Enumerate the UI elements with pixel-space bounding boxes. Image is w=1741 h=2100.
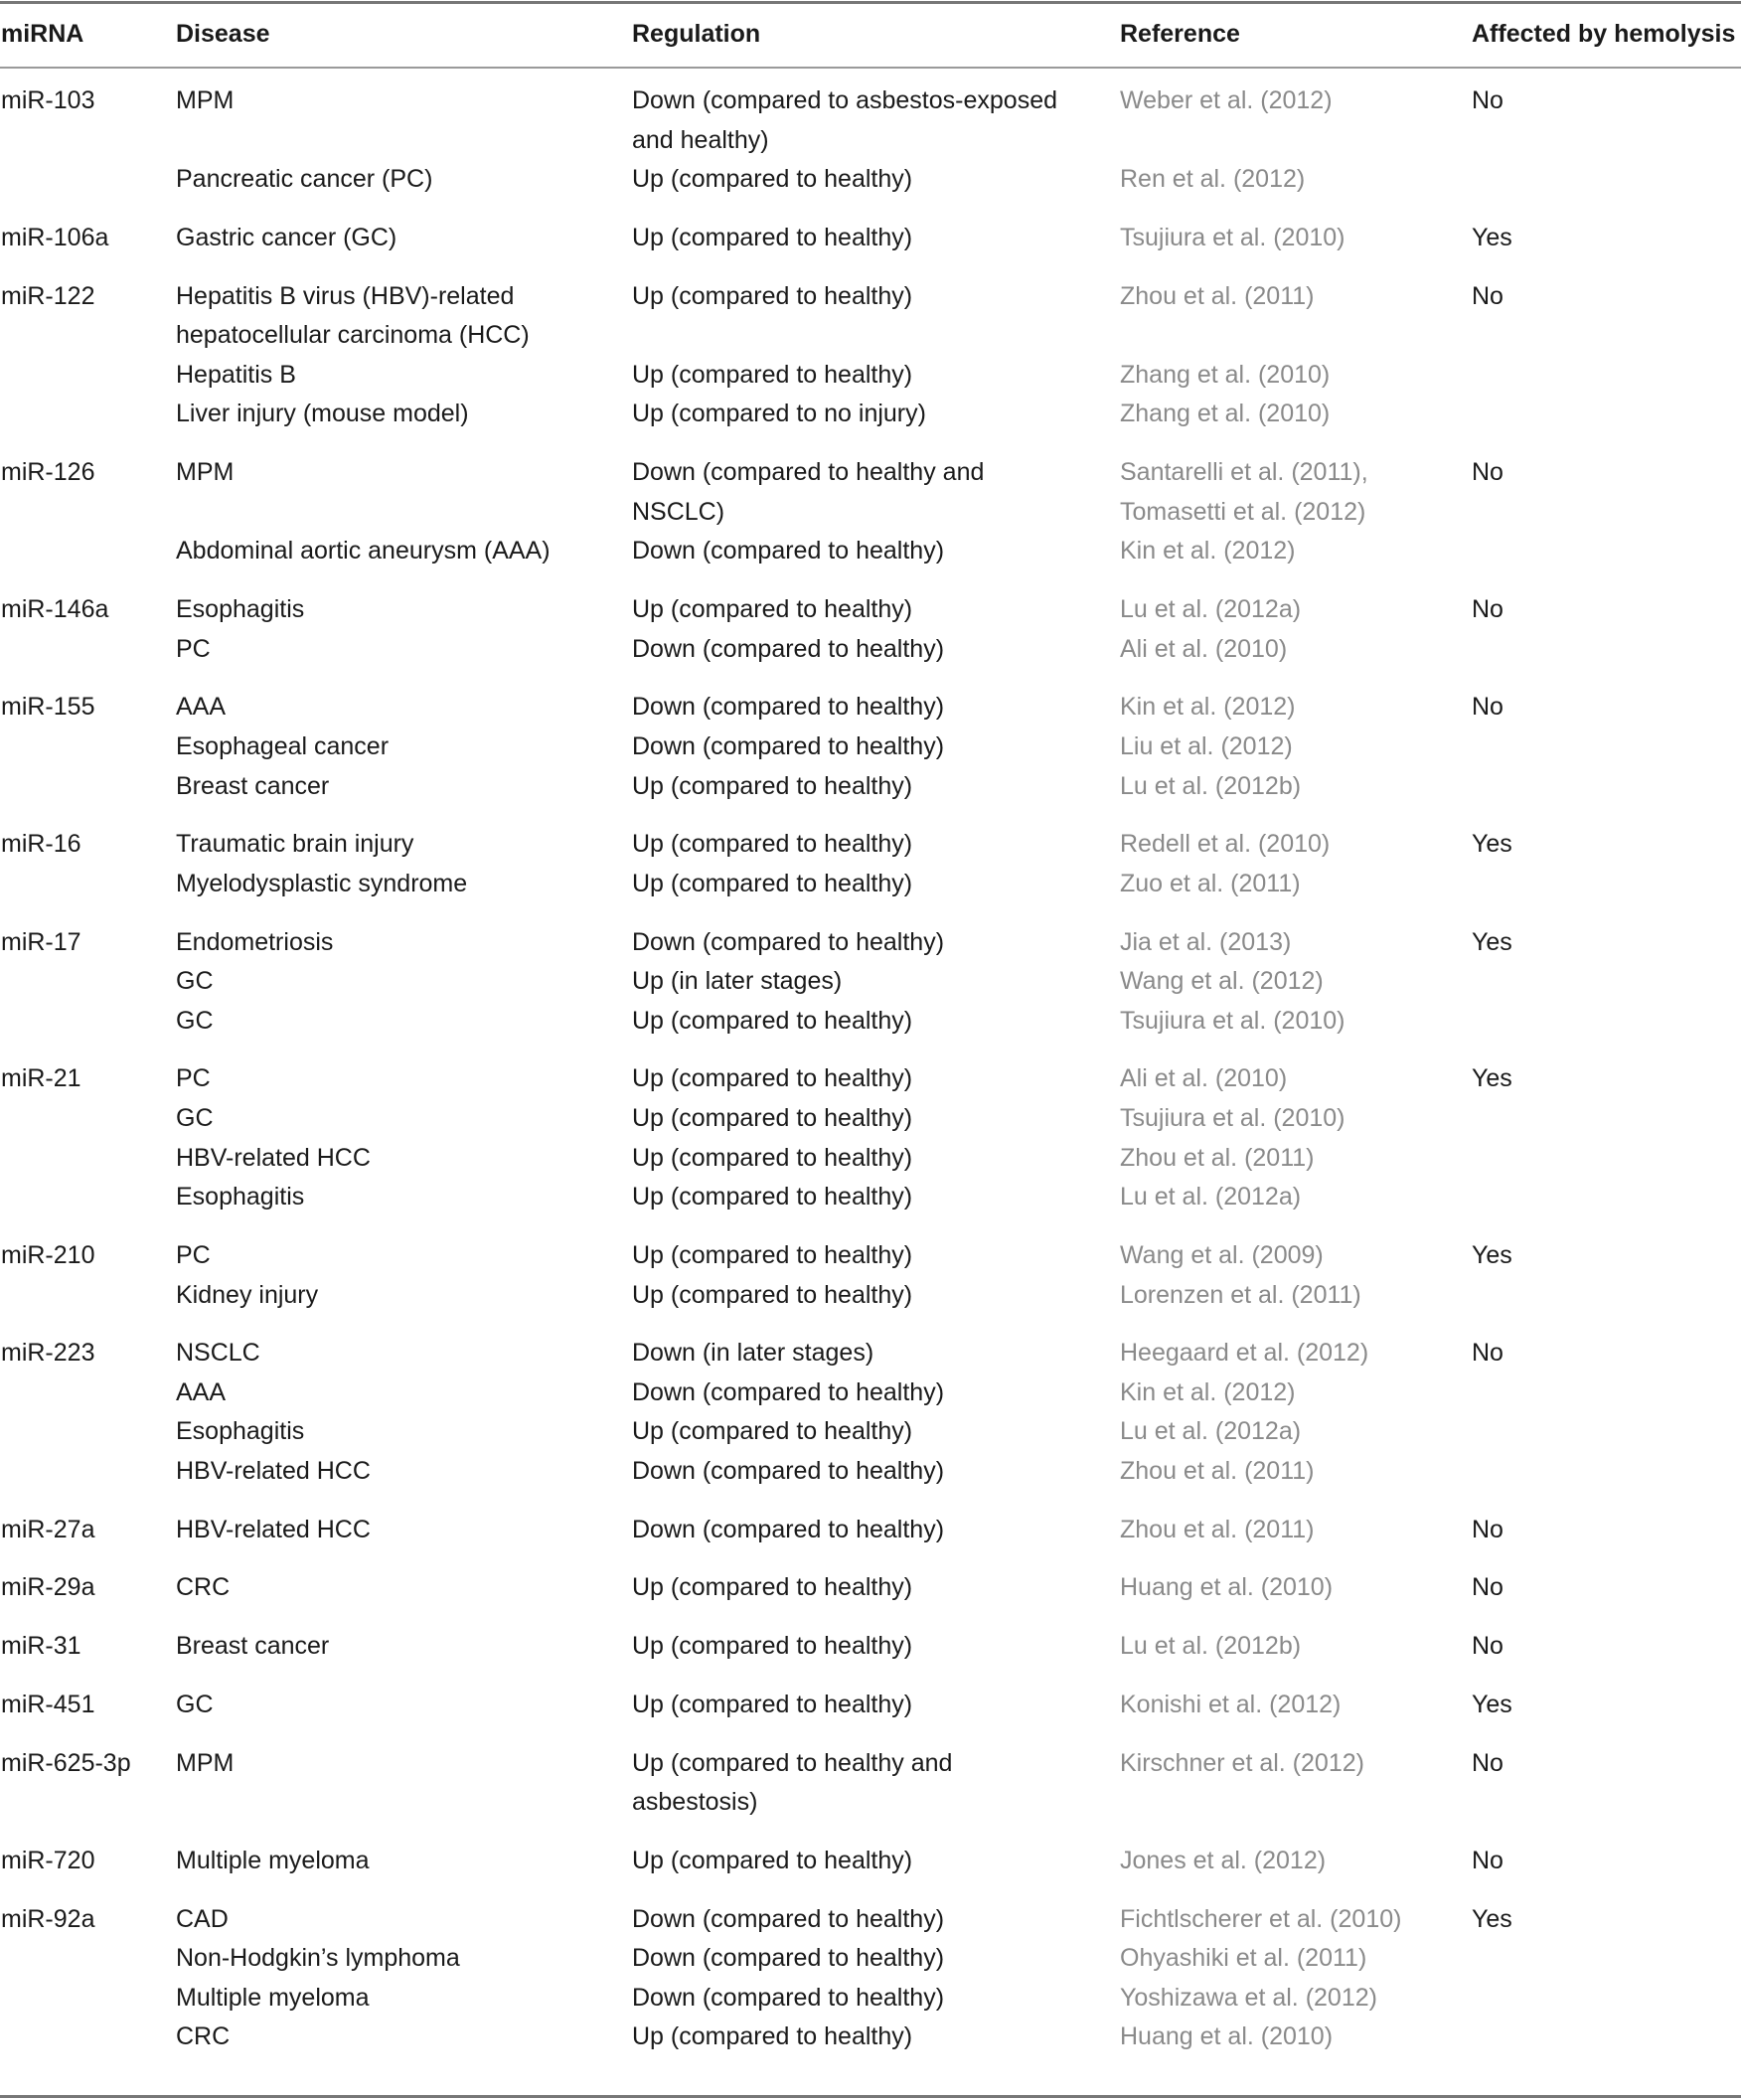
- regulation-cell: Up (compared to healthy and: [632, 1748, 953, 1777]
- mirna-cell: miR-21: [1, 1064, 81, 1093]
- hemolysis-cell: Yes: [1472, 1240, 1512, 1269]
- header-reference: Reference: [1120, 20, 1240, 48]
- disease-cell: PC: [176, 1240, 211, 1269]
- disease-cell: HBV-related HCC: [176, 1515, 371, 1543]
- regulation-cell: Up (compared to healthy): [632, 1632, 913, 1661]
- regulation-cell: Up (compared to healthy): [632, 1846, 913, 1874]
- regulation-cell: Up (compared to healthy): [632, 1064, 913, 1093]
- reference-cell: Wang et al. (2009): [1120, 1240, 1324, 1269]
- disease-cell: GC: [176, 967, 214, 996]
- disease-cell: AAA: [176, 693, 227, 722]
- regulation-cell: Up (compared to healthy): [632, 2022, 913, 2051]
- table-header-rule: [0, 67, 1741, 69]
- disease-cell: Gastric cancer (GC): [176, 223, 397, 251]
- mirna-cell: miR-126: [1, 458, 95, 487]
- hemolysis-cell: Yes: [1472, 223, 1512, 251]
- disease-cell: GC: [176, 1690, 214, 1718]
- hemolysis-cell: No: [1472, 1748, 1504, 1777]
- disease-cell: Endometriosis: [176, 927, 334, 956]
- disease-cell: Breast cancer: [176, 771, 330, 800]
- disease-cell: Hepatitis B virus (HBV)-related: [176, 281, 515, 310]
- regulation-cell: Up (compared to healthy): [632, 1104, 913, 1132]
- regulation-cell: Down (compared to healthy): [632, 1944, 945, 1973]
- reference-cell: Lu et al. (2012a): [1120, 1417, 1302, 1446]
- regulation-cell: Up (compared to healthy): [632, 830, 913, 859]
- reference-cell: Zhang et al. (2010): [1120, 360, 1331, 389]
- regulation-cell: Up (compared to healthy): [632, 595, 913, 623]
- hemolysis-cell: No: [1472, 281, 1504, 310]
- reference-cell: Tsujiura et al. (2010): [1120, 1104, 1345, 1132]
- disease-cell: Liver injury (mouse model): [176, 400, 469, 428]
- hemolysis-cell: Yes: [1472, 1064, 1512, 1093]
- hemolysis-cell: No: [1472, 1515, 1504, 1543]
- reference-cell: Yoshizawa et al. (2012): [1120, 1983, 1377, 2012]
- reference-cell: Huang et al. (2010): [1120, 2022, 1334, 2051]
- hemolysis-cell: No: [1472, 86, 1504, 114]
- disease-cell: PC: [176, 1064, 211, 1093]
- reference-cell: Redell et al. (2010): [1120, 830, 1331, 859]
- reference-cell: Tomasetti et al. (2012): [1120, 497, 1366, 526]
- disease-cell: Breast cancer: [176, 1632, 330, 1661]
- hemolysis-cell: No: [1472, 1339, 1504, 1368]
- reference-cell: Kin et al. (2012): [1120, 693, 1296, 722]
- regulation-cell: Down (compared to healthy): [632, 537, 945, 565]
- reference-cell: Kin et al. (2012): [1120, 1377, 1296, 1406]
- reference-cell: Liu et al. (2012): [1120, 731, 1293, 760]
- reference-cell: Lu et al. (2012b): [1120, 771, 1302, 800]
- disease-cell: NSCLC: [176, 1339, 260, 1368]
- regulation-cell: Down (compared to healthy): [632, 1377, 945, 1406]
- reference-cell: Lorenzen et al. (2011): [1120, 1280, 1361, 1309]
- regulation-cell: asbestosis): [632, 1788, 758, 1817]
- disease-cell: Non-Hodgkin’s lymphoma: [176, 1944, 460, 1973]
- reference-cell: Konishi et al. (2012): [1120, 1690, 1342, 1718]
- reference-cell: Lu et al. (2012a): [1120, 1183, 1302, 1212]
- hemolysis-cell: No: [1472, 693, 1504, 722]
- regulation-cell: Down (compared to healthy): [632, 731, 945, 760]
- header-hemolysis: Affected by hemolysis: [1472, 20, 1736, 48]
- reference-cell: Huang et al. (2010): [1120, 1573, 1334, 1602]
- reference-cell: Fichtlscherer et al. (2010): [1120, 1904, 1402, 1933]
- regulation-cell: Up (in later stages): [632, 967, 843, 996]
- reference-cell: Ali et al. (2010): [1120, 1064, 1288, 1093]
- regulation-cell: Up (compared to healthy): [632, 1690, 913, 1718]
- hemolysis-cell: Yes: [1472, 1690, 1512, 1718]
- mirna-cell: miR-720: [1, 1846, 95, 1874]
- reference-cell: Heegaard et al. (2012): [1120, 1339, 1369, 1368]
- regulation-cell: Up (compared to healthy): [632, 1183, 913, 1212]
- hemolysis-cell: No: [1472, 458, 1504, 487]
- regulation-cell: Down (in later stages): [632, 1339, 874, 1368]
- regulation-cell: Down (compared to healthy): [632, 1515, 945, 1543]
- header-mirna: miRNA: [1, 20, 84, 48]
- disease-cell: Hepatitis B: [176, 360, 296, 389]
- regulation-cell: Up (compared to healthy): [632, 165, 913, 194]
- regulation-cell: Down (compared to asbestos-exposed: [632, 86, 1058, 114]
- disease-cell: Esophagitis: [176, 1183, 305, 1212]
- regulation-cell: Down (compared to healthy): [632, 927, 945, 956]
- regulation-cell: NSCLC): [632, 497, 725, 526]
- mirna-cell: miR-103: [1, 86, 95, 114]
- disease-cell: Multiple myeloma: [176, 1983, 370, 2012]
- mirna-cell: miR-27a: [1, 1515, 95, 1543]
- disease-cell: PC: [176, 634, 211, 663]
- reference-cell: Zhang et al. (2010): [1120, 400, 1331, 428]
- regulation-cell: Up (compared to healthy): [632, 1240, 913, 1269]
- reference-cell: Tsujiura et al. (2010): [1120, 1006, 1345, 1035]
- regulation-cell: Up (compared to healthy): [632, 281, 913, 310]
- regulation-cell: Down (compared to healthy): [632, 1904, 945, 1933]
- reference-cell: Tsujiura et al. (2010): [1120, 223, 1345, 251]
- regulation-cell: Up (compared to no injury): [632, 400, 926, 428]
- hemolysis-cell: No: [1472, 595, 1504, 623]
- reference-cell: Santarelli et al. (2011),: [1120, 458, 1368, 487]
- disease-cell: Traumatic brain injury: [176, 830, 414, 859]
- reference-cell: Zuo et al. (2011): [1120, 869, 1301, 897]
- mirna-cell: miR-625-3p: [1, 1748, 131, 1777]
- regulation-cell: Down (compared to healthy): [632, 693, 945, 722]
- regulation-cell: Up (compared to healthy): [632, 360, 913, 389]
- disease-cell: GC: [176, 1104, 214, 1132]
- hemolysis-cell: No: [1472, 1632, 1504, 1661]
- disease-cell: HBV-related HCC: [176, 1457, 371, 1485]
- table-bottom-rule: [0, 2095, 1741, 2098]
- disease-cell: hepatocellular carcinoma (HCC): [176, 321, 530, 350]
- mirna-cell: miR-31: [1, 1632, 81, 1661]
- reference-cell: Weber et al. (2012): [1120, 86, 1333, 114]
- header-regulation: Regulation: [632, 20, 761, 48]
- mirna-cell: miR-146a: [1, 595, 109, 623]
- mirna-cell: miR-92a: [1, 1904, 95, 1933]
- hemolysis-cell: Yes: [1472, 830, 1512, 859]
- hemolysis-cell: Yes: [1472, 1904, 1512, 1933]
- reference-cell: Zhou et al. (2011): [1120, 1143, 1315, 1172]
- reference-cell: Jones et al. (2012): [1120, 1846, 1327, 1874]
- mirna-cell: miR-16: [1, 830, 81, 859]
- header-disease: Disease: [176, 20, 270, 48]
- reference-cell: Zhou et al. (2011): [1120, 1515, 1315, 1543]
- reference-cell: Lu et al. (2012b): [1120, 1632, 1302, 1661]
- hemolysis-cell: No: [1472, 1573, 1504, 1602]
- disease-cell: Esophageal cancer: [176, 731, 390, 760]
- reference-cell: Ali et al. (2010): [1120, 634, 1288, 663]
- regulation-cell: Down (compared to healthy and: [632, 458, 985, 487]
- mirna-cell: miR-155: [1, 693, 95, 722]
- table-header-row: [0, 14, 1741, 54]
- regulation-cell: Up (compared to healthy): [632, 869, 913, 897]
- reference-cell: Ohyashiki et al. (2011): [1120, 1944, 1367, 1973]
- regulation-cell: Up (compared to healthy): [632, 1573, 913, 1602]
- disease-cell: MPM: [176, 1748, 235, 1777]
- reference-cell: Kirschner et al. (2012): [1120, 1748, 1364, 1777]
- regulation-cell: Up (compared to healthy): [632, 223, 913, 251]
- disease-cell: CRC: [176, 1573, 231, 1602]
- regulation-cell: and healthy): [632, 125, 769, 154]
- regulation-cell: Up (compared to healthy): [632, 1006, 913, 1035]
- table-top-rule: [0, 1, 1741, 4]
- disease-cell: Myelodysplastic syndrome: [176, 869, 468, 897]
- disease-cell: Abdominal aortic aneurysm (AAA): [176, 537, 551, 565]
- reference-cell: Wang et al. (2012): [1120, 967, 1324, 996]
- mirna-cell: miR-223: [1, 1339, 95, 1368]
- disease-cell: Kidney injury: [176, 1280, 319, 1309]
- disease-cell: MPM: [176, 86, 235, 114]
- regulation-cell: Up (compared to healthy): [632, 1143, 913, 1172]
- disease-cell: CAD: [176, 1904, 229, 1933]
- regulation-cell: Down (compared to healthy): [632, 1457, 945, 1485]
- regulation-cell: Down (compared to healthy): [632, 634, 945, 663]
- mirna-cell: miR-451: [1, 1690, 95, 1718]
- mirna-cell: miR-210: [1, 1240, 95, 1269]
- hemolysis-cell: Yes: [1472, 927, 1512, 956]
- disease-cell: Esophagitis: [176, 1417, 305, 1446]
- regulation-cell: Up (compared to healthy): [632, 1280, 913, 1309]
- disease-cell: Pancreatic cancer (PC): [176, 165, 433, 194]
- mirna-cell: miR-29a: [1, 1573, 95, 1602]
- hemolysis-cell: No: [1472, 1846, 1504, 1874]
- disease-cell: CRC: [176, 2022, 231, 2051]
- reference-cell: Zhou et al. (2011): [1120, 1457, 1315, 1485]
- mirna-cell: miR-122: [1, 281, 95, 310]
- disease-cell: MPM: [176, 458, 235, 487]
- reference-cell: Kin et al. (2012): [1120, 537, 1296, 565]
- reference-cell: Zhou et al. (2011): [1120, 281, 1315, 310]
- regulation-cell: Up (compared to healthy): [632, 1417, 913, 1446]
- reference-cell: Ren et al. (2012): [1120, 165, 1306, 194]
- mirna-cell: miR-17: [1, 927, 81, 956]
- disease-cell: GC: [176, 1006, 214, 1035]
- regulation-cell: Down (compared to healthy): [632, 1983, 945, 2012]
- reference-cell: Jia et al. (2013): [1120, 927, 1292, 956]
- disease-cell: HBV-related HCC: [176, 1143, 371, 1172]
- disease-cell: Esophagitis: [176, 595, 305, 623]
- disease-cell: Multiple myeloma: [176, 1846, 370, 1874]
- regulation-cell: Up (compared to healthy): [632, 771, 913, 800]
- mirna-cell: miR-106a: [1, 223, 109, 251]
- reference-cell: Lu et al. (2012a): [1120, 595, 1302, 623]
- disease-cell: AAA: [176, 1377, 227, 1406]
